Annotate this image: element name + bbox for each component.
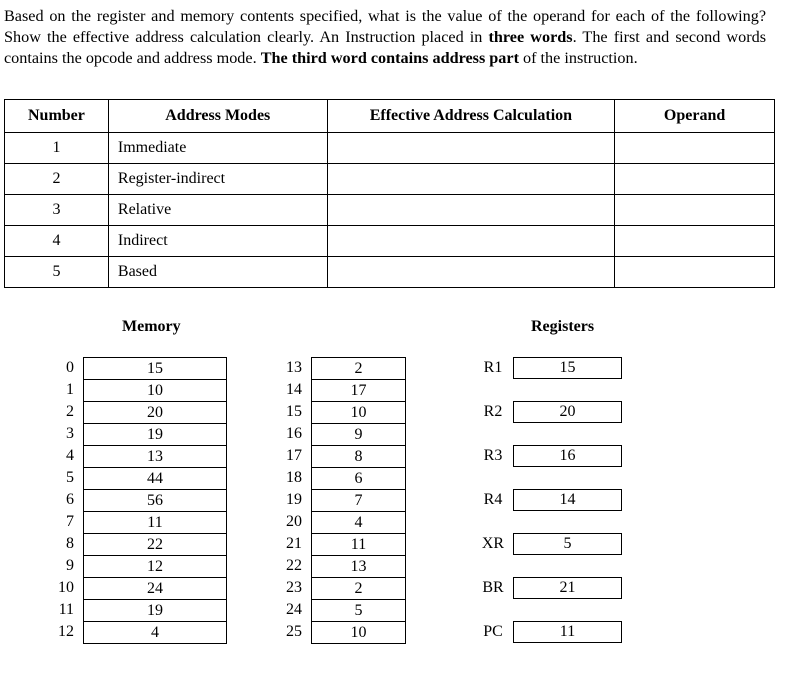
row-operand-cell[interactable] [615, 133, 775, 164]
row-calc-cell[interactable] [327, 133, 615, 164]
memory-cell: 2 [311, 577, 406, 600]
memory-cell: 44 [83, 467, 227, 490]
memory-cell: 4 [311, 511, 406, 534]
header-effective-address: Effective Address Calculation [327, 100, 615, 133]
memory-address: 9 [66, 557, 74, 574]
row-calc-cell[interactable] [327, 226, 615, 257]
memory-cell: 13 [83, 445, 227, 468]
memory-cell: 7 [311, 489, 406, 512]
register-value: 5 [513, 533, 622, 555]
memory-cell: 19 [83, 423, 227, 446]
register-name: XR [481, 535, 505, 552]
row-operand-cell[interactable] [615, 164, 775, 195]
memory-address: 2 [66, 403, 74, 420]
memory-address: 16 [286, 425, 302, 442]
question-part-3: of the instruction. [518, 49, 638, 67]
header-operand: Operand [615, 100, 775, 133]
row-mode: Relative [108, 195, 327, 226]
memory-cell: 9 [311, 423, 406, 446]
memory-address: 21 [286, 535, 302, 552]
memory-address: 23 [286, 579, 302, 596]
memory-address: 6 [66, 491, 74, 508]
row-mode: Register-indirect [108, 164, 327, 195]
row-operand-cell[interactable] [615, 195, 775, 226]
register-name: R4 [483, 491, 503, 508]
row-number: 3 [5, 195, 109, 226]
table-row [5, 133, 775, 164]
table-row [5, 164, 775, 195]
register-name: R2 [483, 403, 503, 420]
row-number: 5 [5, 257, 109, 288]
row-mode: Based [108, 257, 327, 288]
registers-heading: Registers [531, 318, 595, 335]
memory-address: 5 [66, 469, 74, 486]
memory-cell: 10 [311, 621, 406, 644]
memory-cell: 15 [83, 357, 227, 380]
memory-cell: 11 [311, 533, 406, 556]
question-part-1: Based on the register and memory contents specified, what is the value of the operand for each of the following? Show the effective address calculation clearly. An Instruction placed in [4, 7, 766, 46]
memory-address: 15 [286, 403, 302, 420]
memory-cell: 4 [83, 621, 227, 644]
table-row [5, 257, 775, 288]
register-name: R3 [483, 447, 503, 464]
memory-cell: 17 [311, 379, 406, 402]
memory-address: 18 [286, 469, 302, 486]
memory-address: 8 [66, 535, 74, 552]
memory-cell: 13 [311, 555, 406, 578]
memory-cell: 6 [311, 467, 406, 490]
row-calc-cell[interactable] [327, 164, 615, 195]
memory-address: 12 [58, 623, 74, 640]
memory-cell: 10 [311, 401, 406, 424]
header-number: Number [5, 100, 109, 133]
memory-heading: Memory [122, 318, 181, 335]
memory-address: 10 [58, 579, 74, 596]
address-modes-table [4, 99, 775, 288]
row-operand-cell[interactable] [615, 257, 775, 288]
question-part-2: . The first and second words contains the opcode and address mode. [4, 28, 766, 67]
question-text [4, 6, 766, 69]
memory-cell: 19 [83, 599, 227, 622]
register-value: 21 [513, 577, 622, 599]
memory-address: 25 [286, 623, 302, 640]
memory-address: 20 [286, 513, 302, 530]
memory-address: 13 [286, 359, 302, 376]
memory-address: 7 [66, 513, 74, 530]
memory-cell: 5 [311, 599, 406, 622]
memory-address: 17 [286, 447, 302, 464]
register-value: 14 [513, 489, 622, 511]
row-mode: Immediate [108, 133, 327, 164]
register-value: 11 [513, 621, 622, 643]
register-value: 20 [513, 401, 622, 423]
memory-cell: 22 [83, 533, 227, 556]
row-number: 2 [5, 164, 109, 195]
register-name: PC [483, 623, 503, 640]
memory-address: 14 [286, 381, 302, 398]
register-value: 16 [513, 445, 622, 467]
row-number: 4 [5, 226, 109, 257]
row-mode: Indirect [108, 226, 327, 257]
memory-cell: 20 [83, 401, 227, 424]
memory-address: 19 [286, 491, 302, 508]
memory-address: 1 [66, 381, 74, 398]
table-row [5, 195, 775, 226]
register-value: 15 [513, 357, 622, 379]
table-header-row [5, 100, 775, 133]
table-row [5, 226, 775, 257]
memory-address: 3 [66, 425, 74, 442]
question-bold-third-word: The third word contains address part [260, 49, 519, 67]
memory-address: 0 [66, 359, 74, 376]
memory-cell: 8 [311, 445, 406, 468]
memory-address: 11 [58, 601, 74, 618]
memory-cell: 10 [83, 379, 227, 402]
memory-cell: 24 [83, 577, 227, 600]
memory-address: 22 [286, 557, 302, 574]
row-calc-cell[interactable] [327, 257, 615, 288]
header-address-modes: Address Modes [108, 100, 327, 133]
memory-cell: 11 [83, 511, 227, 534]
memory-cell: 2 [311, 357, 406, 380]
register-name: R1 [483, 359, 503, 376]
memory-address: 24 [286, 601, 302, 618]
question-bold-three-words: three words [488, 28, 573, 46]
register-name: BR [482, 579, 504, 596]
row-number: 1 [5, 133, 109, 164]
row-operand-cell[interactable] [615, 226, 775, 257]
memory-address: 4 [66, 447, 74, 464]
memory-cell: 56 [83, 489, 227, 512]
memory-cell: 12 [83, 555, 227, 578]
row-calc-cell[interactable] [327, 195, 615, 226]
